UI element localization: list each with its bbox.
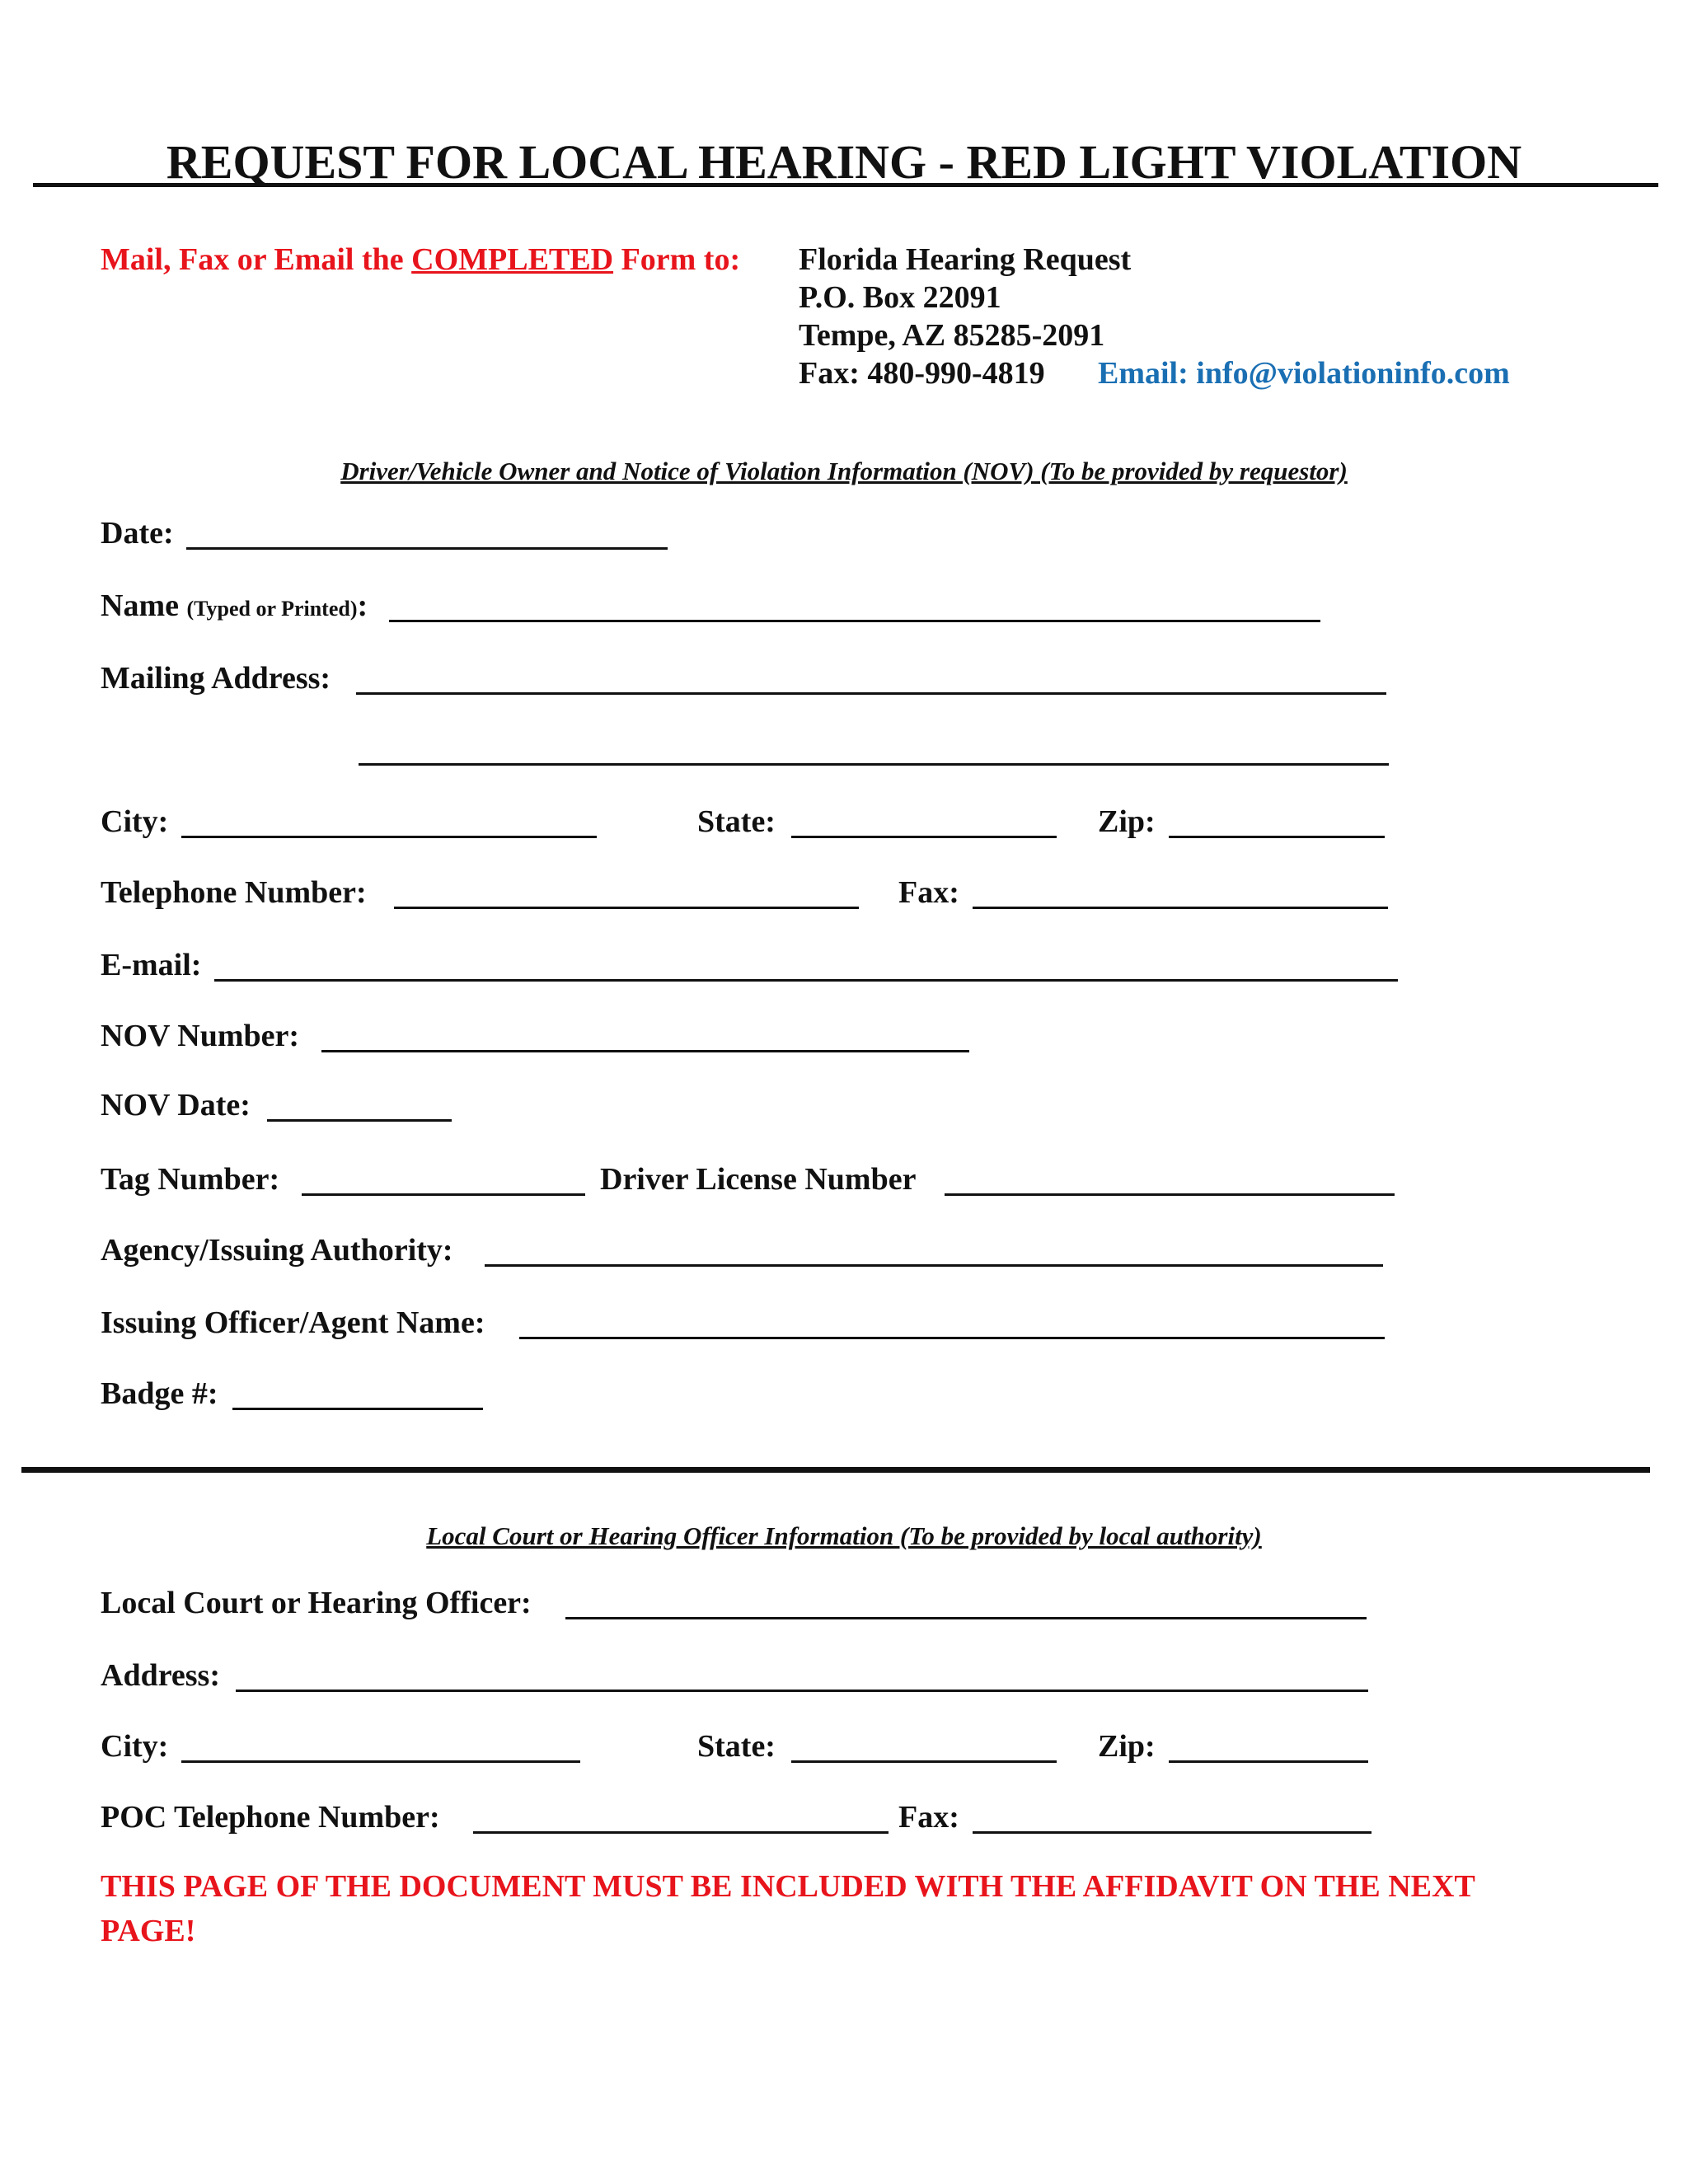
title-rule <box>33 183 1658 187</box>
name-field[interactable] <box>389 620 1320 622</box>
court-zip-label: Zip: <box>1098 1729 1156 1764</box>
city-field[interactable] <box>181 836 597 838</box>
nov-number-label: NOV Number: <box>101 1019 300 1053</box>
nov-date-field[interactable] <box>267 1119 452 1122</box>
officer-name-field[interactable] <box>519 1337 1385 1339</box>
section1-heading: Driver/Vehicle Owner and Notice of Violation Information (NOV) (To be provided by requestor) <box>340 457 1348 485</box>
local-court-label: Local Court or Hearing Officer: <box>101 1586 532 1620</box>
court-zip-field[interactable] <box>1169 1760 1368 1763</box>
court-city-field[interactable] <box>181 1760 580 1763</box>
notice-line-2: PAGE! <box>101 1914 196 1948</box>
notice-line-1: THIS PAGE OF THE DOCUMENT MUST BE INCLUDED WITH THE AFFIDAVIT ON THE NEXT <box>101 1869 1475 1904</box>
fax-label: Fax: <box>898 875 959 910</box>
send-instruction <box>101 244 740 275</box>
tag-number-field[interactable] <box>302 1193 585 1196</box>
city-label: City: <box>101 804 169 839</box>
mailing-address-label: Mailing Address: <box>101 661 331 696</box>
agency-field[interactable] <box>485 1264 1383 1267</box>
recipient-email[interactable]: Email: info@violationinfo.com <box>1098 356 1510 391</box>
driver-license-label: Driver License Number <box>600 1162 917 1197</box>
zip-label: Zip: <box>1098 804 1156 839</box>
recipient-city: Tempe, AZ 85285-2091 <box>799 318 1105 353</box>
court-state-label: State: <box>697 1729 776 1764</box>
mailing-address-field-1[interactable] <box>356 692 1386 695</box>
officer-name-label: Issuing Officer/Agent Name: <box>101 1305 485 1340</box>
court-fax-label: Fax: <box>898 1800 959 1835</box>
section2-heading: Local Court or Hearing Officer Information (To be provided by local authority) <box>426 1521 1262 1550</box>
email-field[interactable] <box>214 979 1398 982</box>
name-label: Name <box>101 588 179 623</box>
telephone-field[interactable] <box>394 907 859 909</box>
court-address-label: Address: <box>101 1658 220 1693</box>
poc-telephone-label: POC Telephone Number: <box>101 1800 440 1835</box>
nov-date-label: NOV Date: <box>101 1088 251 1122</box>
zip-field[interactable] <box>1169 836 1385 838</box>
recipient-fax: Fax: 480-990-4819 <box>799 356 1045 391</box>
agency-label: Agency/Issuing Authority: <box>101 1233 453 1268</box>
state-label: State: <box>697 804 776 839</box>
badge-label: Badge #: <box>101 1376 218 1411</box>
court-city-label: City: <box>101 1729 169 1764</box>
email-label: E-mail: <box>101 948 202 982</box>
court-state-field[interactable] <box>791 1760 1057 1763</box>
date-label: Date: <box>101 516 174 551</box>
send-prefix: Mail, Fax or Email the <box>101 242 412 277</box>
date-field[interactable] <box>186 547 668 550</box>
name-note: (Typed or Printed) <box>186 597 358 621</box>
poc-telephone-field[interactable] <box>473 1831 889 1834</box>
local-court-field[interactable] <box>565 1617 1367 1619</box>
nov-number-field[interactable] <box>321 1050 969 1052</box>
mailing-address-field-2[interactable] <box>359 763 1389 766</box>
state-field[interactable] <box>791 836 1057 838</box>
recipient-po-box: P.O. Box 22091 <box>799 280 1001 315</box>
recipient-name: Florida Hearing Request <box>799 242 1132 277</box>
court-fax-field[interactable] <box>973 1831 1372 1834</box>
page-title: REQUEST FOR LOCAL HEARING - RED LIGHT VIOLATION <box>166 135 1522 189</box>
telephone-label: Telephone Number: <box>101 875 367 910</box>
name-label-group <box>101 590 368 621</box>
driver-license-field[interactable] <box>945 1193 1395 1196</box>
section-divider <box>21 1467 1650 1473</box>
fax-field[interactable] <box>973 907 1388 909</box>
badge-field[interactable] <box>232 1408 483 1410</box>
name-colon: : <box>357 588 368 623</box>
tag-number-label: Tag Number: <box>101 1162 280 1197</box>
court-address-field[interactable] <box>236 1690 1368 1692</box>
completed-word: COMPLETED <box>411 242 614 277</box>
send-suffix: Form to: <box>613 242 741 277</box>
